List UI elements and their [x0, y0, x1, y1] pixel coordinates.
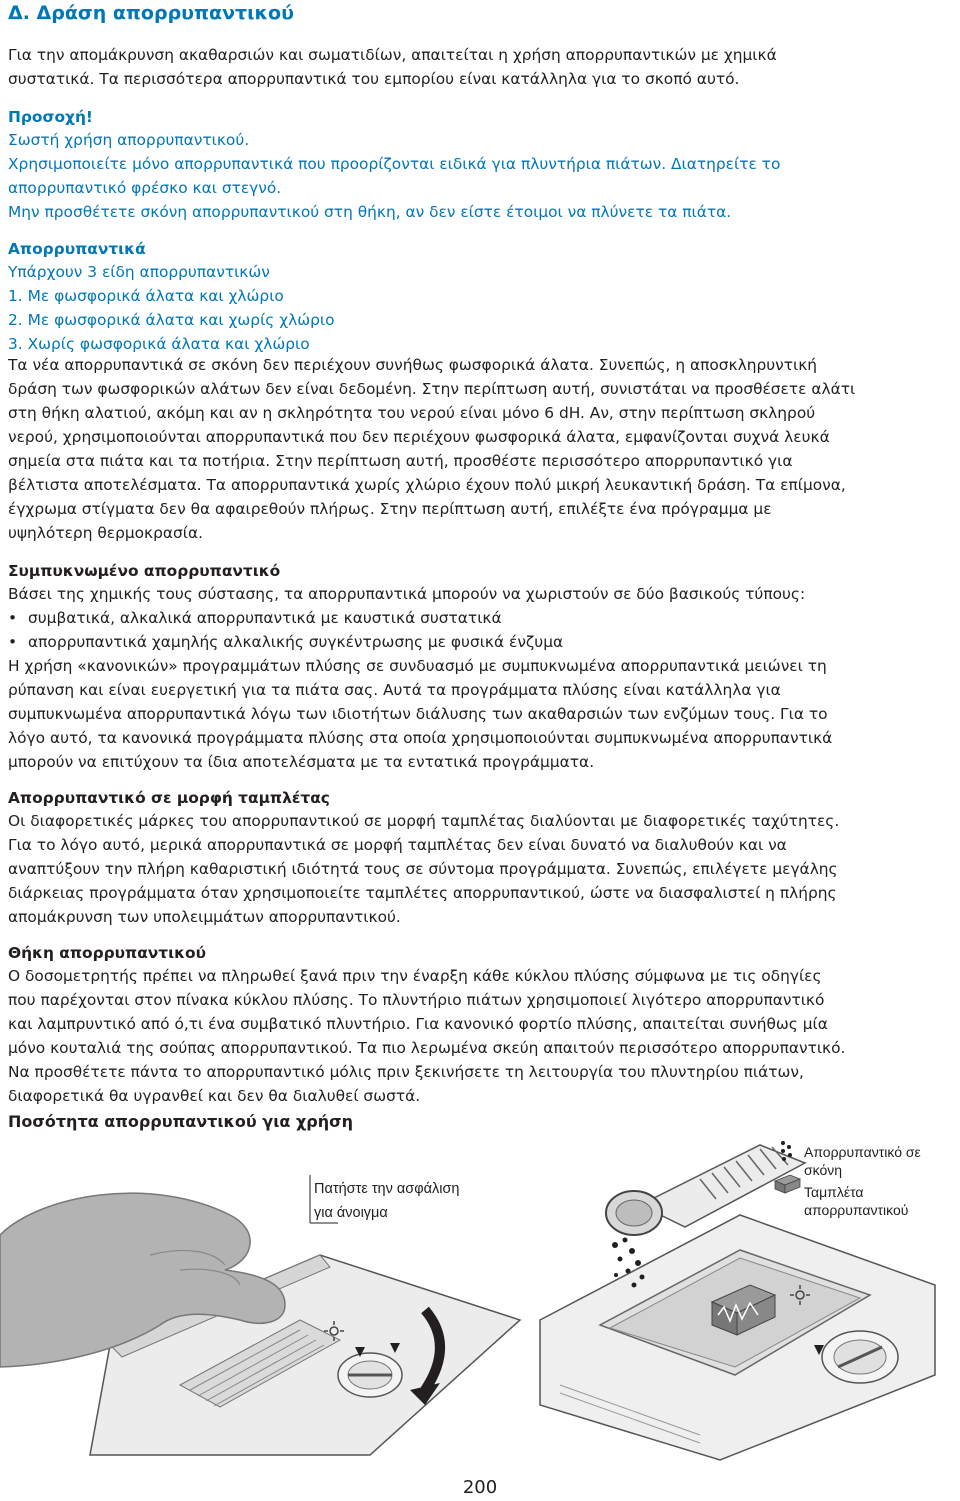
tablet-body-3: αναπτύξουν την πλήρη καθαριστική ιδιότητά τους σε σύντομα προγράμματα. Συνεπώς, επιλέγετε μεγάλης — [8, 860, 838, 878]
caution-line-3: απορρυπαντικό φρέσκο και στεγνό. — [8, 179, 282, 197]
detergents-body-1: Τα νέα απορρυπαντικά σε σκόνη δεν περιέχουν συνήθως φωσφορικά άλατα. Συνεπώς, η αποσκληρυντική — [8, 356, 818, 374]
callout-line-2: για άνοιγμα — [314, 1204, 388, 1221]
detergents-line-3: 2. Με φωσφορικά άλατα και χωρίς χλώριο — [8, 311, 335, 329]
page-number: 200 — [462, 1477, 498, 1498]
detergents-body-6: βέλτιστα αποτελέσματα. Τα απορρυπαντικά χωρίς χλώριο έχουν πολύ μικρή λευκαντική δράση. Τα επίμονα, — [8, 476, 846, 494]
concentrated-body-5: μπορούν να επιτύχουν τα ίδια αποτελέσματα με τα εντατικά προγράμματα. — [8, 753, 595, 771]
caution-line-4: Μην προσθέτετε σκόνη απορρυπαντικού στη θήκη, αν δεν είστε έτοιμοι να πλύνετε τα πιάτα. — [8, 203, 732, 221]
concentrated-body-4: λόγο αυτό, τα κανονικά προγράμματα πλύσης στα οποία χρησιμοποιούνται συμπυκνωμένα απορρυπαντικά — [8, 729, 833, 747]
legend-powder-line-2: σκόνη — [804, 1162, 843, 1178]
detergents-body-5: σημεία στα πιάτα και τα ποτήρια. Στην περίπτωση αυτή, προσθέστε περισσότερο απορρυπαντικό για — [8, 452, 793, 470]
section-heading: Δ. Δράση απορρυπαντικού — [8, 2, 294, 24]
dispenser-body-4: μόνο κουταλιά της σούπας απορρυπαντικού. Τα πιο λερωμένα σκεύη απαιτούν περισσότερο απορρυπαντικό. — [8, 1039, 846, 1057]
tablet-body-4: διάρκειας προγράμματα όταν χρησιμοποιείτε ταμπλέτες απορρυπαντικού, ώστε να διασφαλιστεί η πλήρης — [8, 884, 837, 902]
tablet-body-5: απομάκρυνση των υπολειμμάτων απορρυπαντικού. — [8, 908, 401, 926]
concentrated-bullet-2 — [8, 630, 563, 654]
bullet-text: συμβατικά, αλκαλικά απορρυπαντικά με καυστικά συστατικά — [28, 609, 502, 627]
legend-tablet-line-2: απορρυπαντικού — [804, 1202, 909, 1218]
concentrated-body-3: συμπυκνωμένα απορρυπαντικά λόγω των ιδιοτήτων διάλυσης των ακαθαρσιών των ενζύμων τους. Για το — [8, 705, 828, 723]
intro-line-2: συστατικά. Τα περισσότερα απορρυπαντικά του εμπορίου είναι κατάλληλα για το σκοπό αυτό. — [8, 70, 740, 88]
callout-line-1: Πατήστε την ασφάλιση — [314, 1180, 460, 1197]
detergents-body-7: έγχρωμα στίγματα δεν θα αφαιρεθούν πλήρως. Στην περίπτωση αυτή, επιλέξτε ένα πρόγραμμα με — [8, 500, 772, 518]
tablet-title: Απορρυπαντικό σε μορφή ταμπλέτας — [8, 789, 330, 807]
dispenser-body-5: Να προσθέτετε πάντα το απορρυπαντικό μόλις πριν ξεκινήσετε τη λειτουργία του πλυντηρίου πιάτων, — [8, 1063, 804, 1081]
dispenser-body-1: Ο δοσομετρητής πρέπει να πληρωθεί ξανά πριν την έναρξη κάθε κύκλου πλύσης σύμφωνα με τις οδηγίες — [8, 967, 822, 985]
detergents-body-2: δράση των φωσφορικών αλάτων δεν είναι δεδομένη. Στην περίπτωση αυτή, συνιστάται να προσθέσετε αλάτι — [8, 380, 856, 398]
legend-tablet-line-1: Ταμπλέτα — [804, 1184, 864, 1200]
concentrated-title: Συμπυκνωμένο απορρυπαντικό — [8, 562, 281, 580]
concentrated-body-1: Η χρήση «κανονικών» προγραμμάτων πλύσης σε συνδυασμό με συμπυκνωμένα απορρυπαντικά μειώνει τη — [8, 657, 827, 675]
intro-line-1: Για την απομάκρυνση ακαθαρσιών και σωματιδίων, απαιτείται η χρήση απορρυπαντικών με χημικά — [8, 46, 777, 64]
dispenser-body-6: διαφορετικά θα υγρανθεί και δεν θα διαλυθεί σωστά. — [8, 1087, 421, 1105]
concentrated-body-2: ρύπανση και είναι ευεργετική για τα πιάτα σας. Αυτά τα προγράμματα πλύσης είναι κατάλληλα για — [8, 681, 781, 699]
bullet-text: απορρυπαντικά χαμηλής αλκαλικής συγκέντρωσης με φυσικά ένζυμα — [28, 633, 564, 651]
dosage-title: Ποσότητα απορρυπαντικού για χρήση — [8, 1112, 353, 1131]
concentrated-bullet-1 — [8, 606, 502, 630]
dispenser-body-3: και λαμπρυντικό από ό,τι ένα συμβατικό πλυντήριο. Για κανονικό φορτίο πλύσης, απαιτείται συνήθως μία — [8, 1015, 828, 1033]
bullet-marker: • — [8, 633, 18, 651]
caution-line-1: Σωστή χρήση απορρυπαντικού. — [8, 131, 250, 149]
detergents-body-4: νερού, χρησιμοποιούνται απορρυπαντικά που δεν περιέχουν φωσφορικά άλατα, εμφανίζονται συχνά λευκά — [8, 428, 830, 446]
dispenser-title: Θήκη απορρυπαντικού — [8, 944, 206, 962]
detergents-body-8: υψηλότερη θερμοκρασία. — [8, 524, 204, 542]
right-dispenser-panel — [540, 1215, 935, 1460]
dispenser-illustration — [0, 1135, 960, 1465]
detergents-title: Απορρυπαντικά — [8, 240, 146, 258]
bullet-marker: • — [8, 609, 18, 627]
dispenser-body-2: που παρέχονται στον πίνακα κύκλου πλύσης. Το πλυντήριο πιάτων χρησιμοποιεί λιγότερο απορρυπαντικό — [8, 991, 825, 1009]
caution-line-2: Χρησιμοποιείτε μόνο απορρυπαντικά που προορίζονται ειδικά για πλυντήρια πιάτων. Διατηρείτε το — [8, 155, 781, 173]
detergents-line-1: Υπάρχουν 3 είδη απορρυπαντικών — [8, 263, 270, 281]
concentrated-intro: Βάσει της χημικής τους σύστασης, τα απορρυπαντικά μπορούν να χωριστούν σε δύο βασικούς τύπους: — [8, 585, 806, 603]
tablet-body-2: Για το λόγο αυτό, μερικά απορρυπαντικά σε μορφή ταμπλέτας δεν είναι δυνατό να διαλυθούν και να — [8, 836, 787, 854]
caution-title: Προσοχή! — [8, 108, 93, 126]
tablet-body-1: Οι διαφορετικές μάρκες του απορρυπαντικού σε μορφή ταμπλέτας διαλύονται με διαφορετικές ταχύτητες. — [8, 812, 840, 830]
detergents-body-3: στη θήκη αλατιού, ακόμη και αν η σκληρότητα του νερού είναι μόνο 6 dH. Αν, στην περίπτωση σκληρού — [8, 404, 816, 422]
legend-powder-line-1: Απορρυπαντικό σε — [804, 1144, 921, 1160]
detergents-line-4: 3. Χωρίς φωσφορικά άλατα και χλώριο — [8, 335, 310, 353]
detergents-line-2: 1. Με φωσφορικά άλατα και χλώριο — [8, 287, 284, 305]
measuring-scoop — [606, 1145, 805, 1235]
